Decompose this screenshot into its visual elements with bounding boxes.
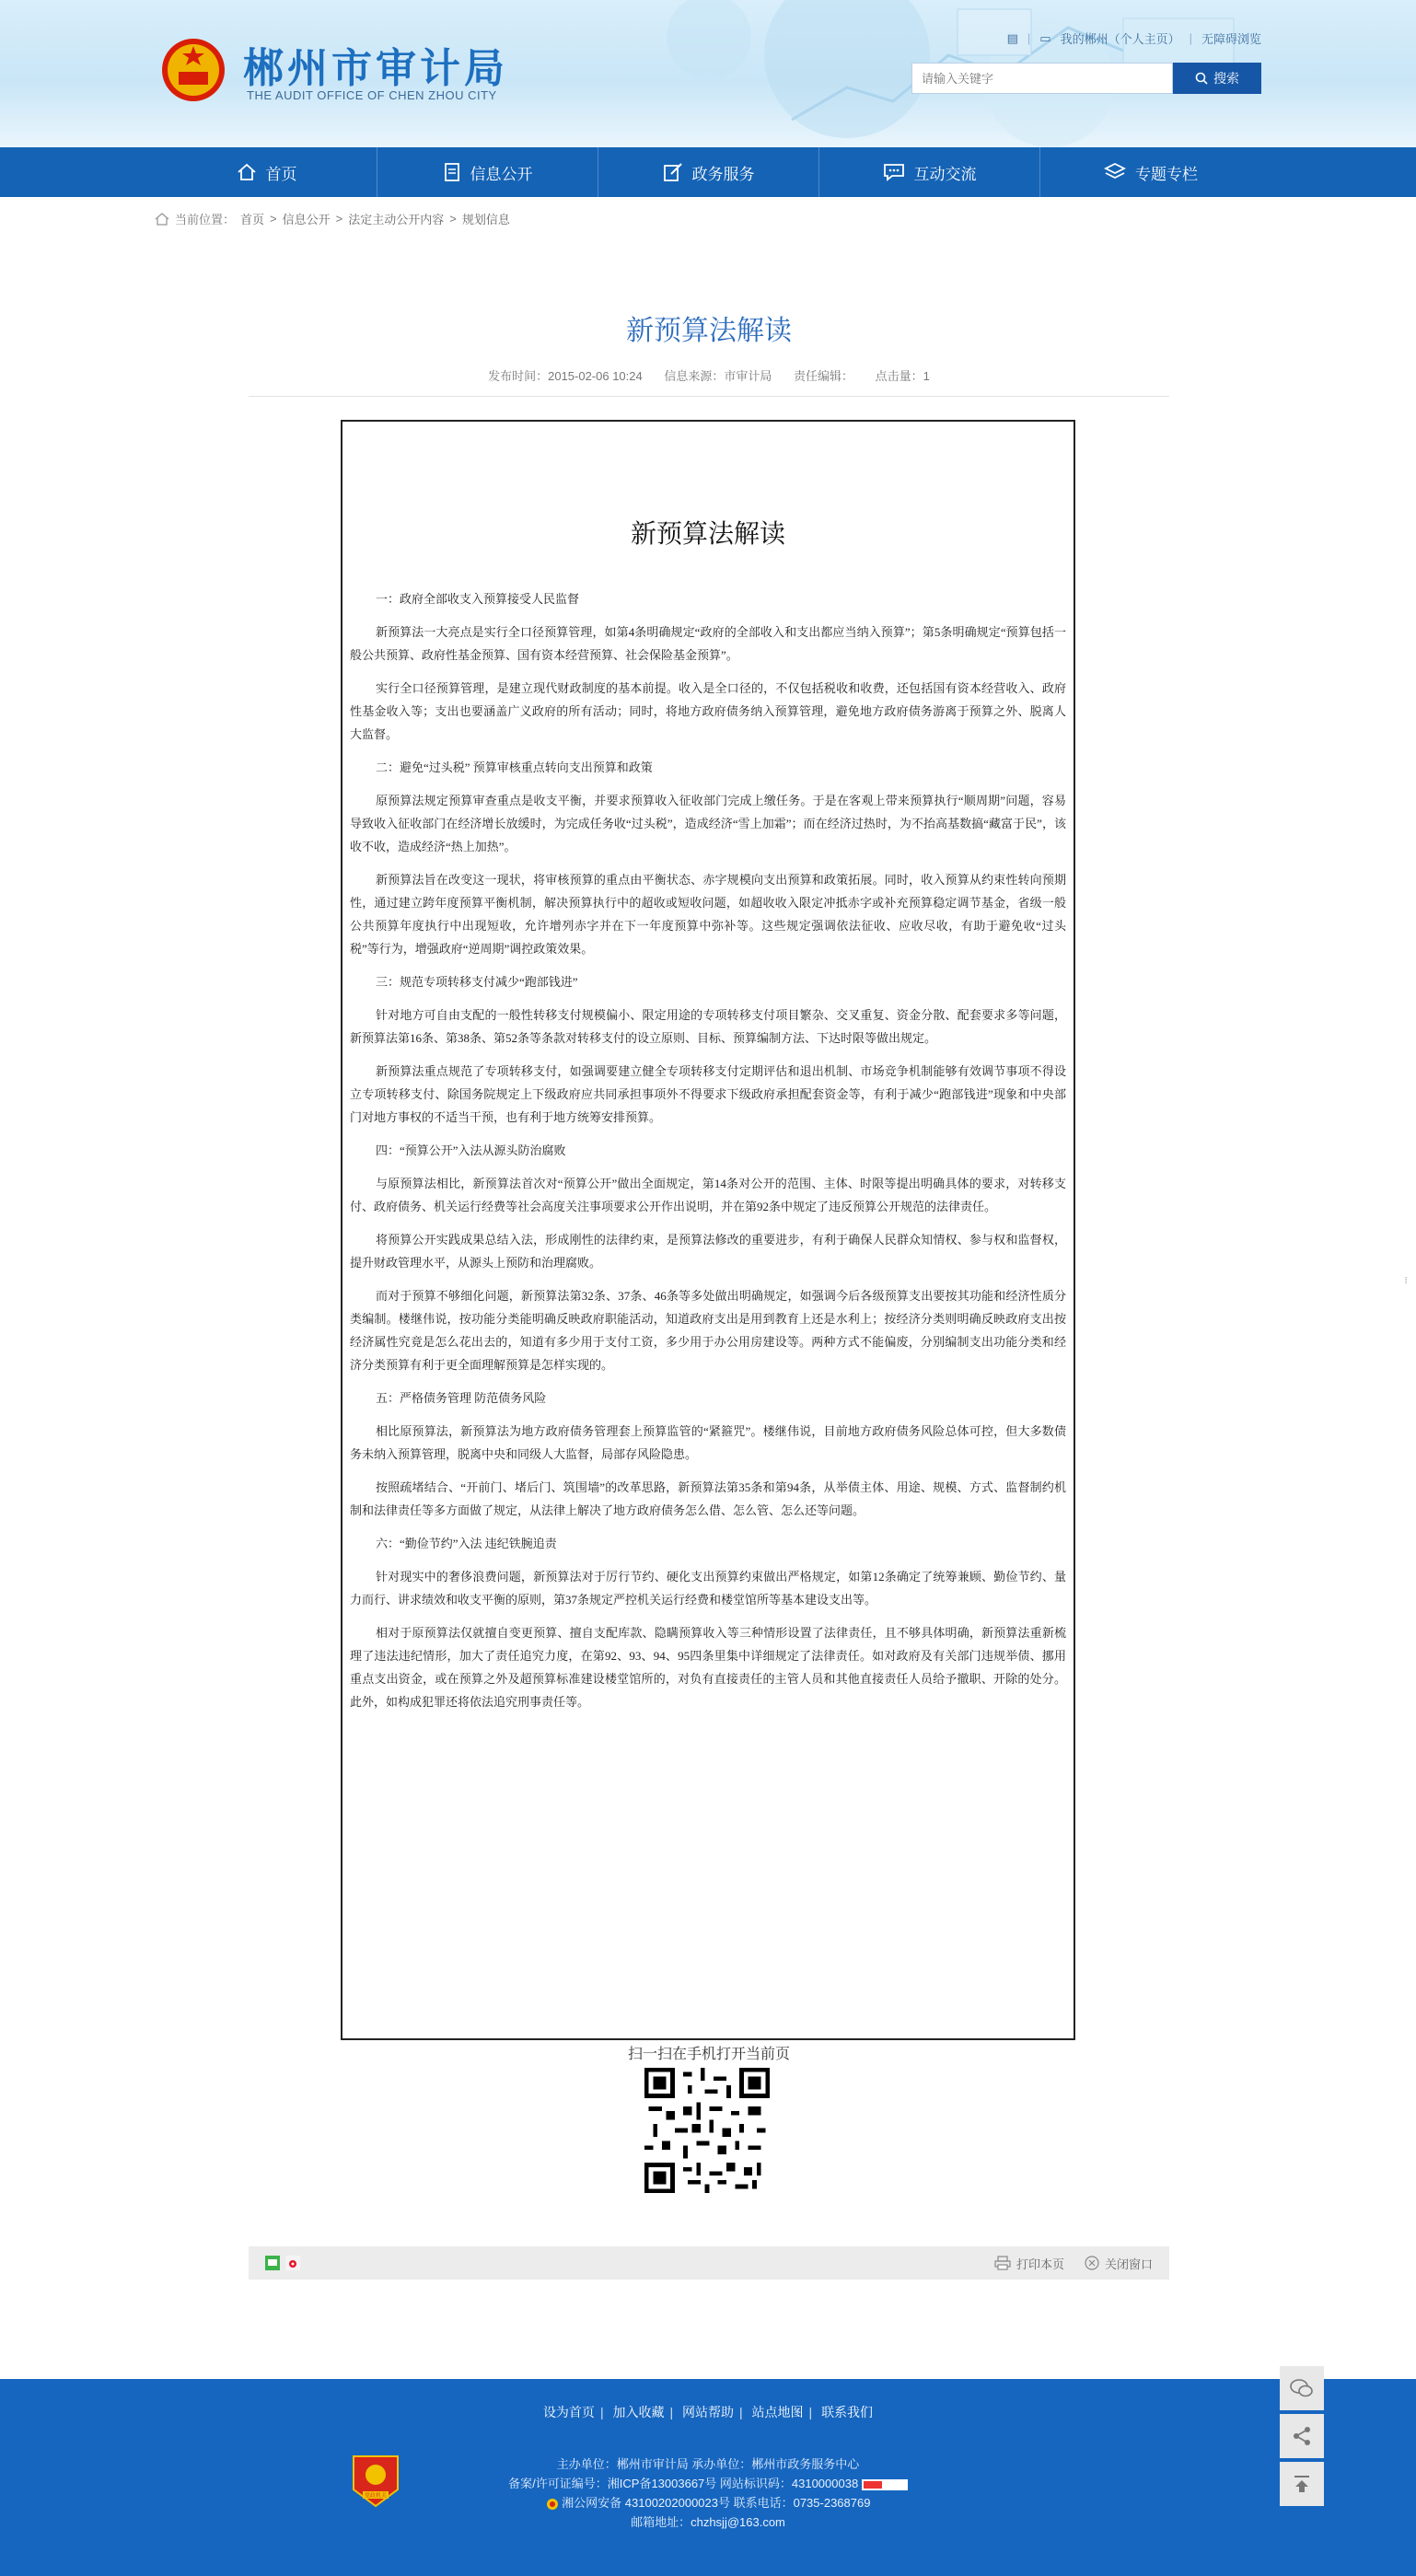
- document-paragraph: 相对于原预算法仅就擅自变更预算、擅自支配库款、隐瞒预算收入等三种情形设置了法律责任，且不够具体明确，新预算法重新梳理了违法违纪情形，加大了责任追究力度，在第92、93、94、95四条里集中详细规定了法律责任。如对政府及有关部门违规举债、挪用重点支出资金，或在预算之外及超预算标准建设楼堂馆所的，对负有直接责任的主管人员和其他直接责任人员给予撤职、开除的处分。此外，如构成犯罪还将依法追究刑事责任等。: [350, 1626, 1066, 1709]
- document-paragraph: 按照疏堵结合、“开前门、堵后门、筑围墙”的改革思路，新预算法第35条和第94条，从举债主体、用途、规模、方式、监督制约机制和法律责任等多方面做了规定，从法律上解决了地方政府债务怎么借、怎么管、怎么还等问题。: [350, 1480, 1066, 1517]
- article-title: 新预算法解读: [626, 316, 792, 346]
- article-toolbar: [249, 2246, 1169, 2280]
- nav-label: 政务服务: [691, 165, 755, 183]
- national-emblem-icon: [158, 33, 228, 107]
- search-icon: [1195, 72, 1208, 85]
- footer-police: [0, 2493, 1416, 2512]
- breadcrumb: 当前位置： 首页 > 信息公开 > 法定主动公开内容 > 规划信息: [155, 210, 510, 227]
- site-footer: [0, 2379, 1416, 2576]
- editor: 责任编辑：: [794, 369, 854, 383]
- view-count: 点击量：1: [875, 369, 930, 383]
- home-icon: [237, 163, 257, 181]
- site-subtitle: THE AUDIT OFFICE OF CHEN ZHOU CITY: [247, 88, 497, 102]
- scrollbar-handle[interactable]: ⦙: [1405, 1276, 1408, 1286]
- document-paragraph: 实行全口径预算管理，是建立现代财政制度的基本前提。收入是全口径的，不仅包括税收和收费，还包括国有资本经营收入、政府性基金收入等；支出也要涵盖广义政府的所有活动；同时，将地方政府债务纳入预算管理，避免地方政府债务游离于预算之外、脱离人大监督。: [350, 681, 1066, 741]
- print-button[interactable]: [994, 2255, 1064, 2272]
- badge-text: 党政机关: [364, 2492, 388, 2500]
- police-badge-icon: [546, 2498, 559, 2511]
- footer-host: 主办单位：郴州市审计局 承办单位：郴州市政务服务中心: [556, 2457, 860, 2471]
- footer-info: [0, 2454, 1416, 2532]
- breadcrumb-info-public[interactable]: 信息公开: [282, 213, 331, 226]
- document-paragraph: 相比原预算法，新预算法为地方政府债务管理套上预算监管的“紧箍咒”。楼继伟说，目前地方政府债务风险总体可控，但大多数债务未纳入预算管理，脱离中央和同级人大监督，局部存风险隐患。: [350, 1424, 1066, 1461]
- search-button[interactable]: [1173, 63, 1261, 94]
- sitemap-link[interactable]: 站点地图: [751, 2405, 804, 2419]
- site-title[interactable]: 郴州市审计局: [243, 46, 508, 91]
- weibo-share-icon[interactable]: [285, 2256, 300, 2270]
- nav-label: 互动交流: [913, 165, 977, 183]
- breadcrumb-legal-content[interactable]: 法定主动公开内容: [348, 213, 445, 226]
- document-paragraph: 新预算法重点规范了专项转移支付，如强调要建立健全专项转移支付定期评估和退出机制、市场竞争机制能够有效调节事项不得设立专项转移支付、除国务院规定上下级政府应共同承担事项外不得要求下级政府承担配套资金等，有利于减少“跑部钱进”现象和中央部门对地方事权的不适当干预，也有利于地方统筹安排预算。: [350, 1064, 1066, 1124]
- breadcrumb-planning-info[interactable]: 规划信息: [461, 213, 510, 226]
- wechat-icon: [1290, 2378, 1314, 2398]
- breadcrumb-prefix: 当前位置：: [175, 213, 236, 226]
- floating-side-tools: [1280, 2366, 1324, 2510]
- document-paragraph: 四：“预算公开”入法从源头防治腐败: [376, 1143, 566, 1157]
- document-icon: [443, 162, 461, 182]
- site-id-icon: [862, 2479, 908, 2490]
- footer-icp: [0, 2474, 1416, 2493]
- back-to-top-button[interactable]: [1280, 2462, 1324, 2506]
- info-source: 信息来源：市审计局: [664, 369, 772, 383]
- search-input[interactable]: [911, 63, 1173, 94]
- nav-item-special-topics[interactable]: [1040, 147, 1261, 197]
- monitor-icon: ▭: [1039, 30, 1051, 45]
- personal-home-link[interactable]: 我的郴州（个人主页）: [1060, 32, 1180, 46]
- printer-icon: [994, 2256, 1011, 2270]
- main-nav: [0, 147, 1416, 197]
- document-paragraph: 五：严格债务管理 防范债务风险: [376, 1391, 547, 1405]
- nav-label: 首页: [265, 165, 297, 183]
- document-paragraph: 针对地方可自由支配的一般性转移支付规模偏小、限定用途的专项转移支付项目繁杂、交叉重复、资金分散、配套要求多等问题，新预算法第16条、第38条、第52条等条款对转移支付的设立原则、目标、预算编制方法、下达时限等做出规定。: [350, 1008, 1066, 1045]
- document-paragraph: 将预算公开实践成果总结入法，形成刚性的法律约束，是预算法修改的重要进步，有利于确保人民群众知情权、参与权和监督权，提升财政管理水平，从源头上预防和治理腐败。: [350, 1233, 1066, 1270]
- accessibility-link[interactable]: 无障碍浏览: [1201, 32, 1261, 46]
- sitemap-icon[interactable]: ▤: [1006, 30, 1018, 45]
- close-label: 关闭窗口: [1104, 2257, 1153, 2271]
- edit-icon: [663, 162, 683, 182]
- document-paragraph: 三：规范专项转移支付减少“跑部钱进”: [376, 975, 578, 989]
- chat-icon: [883, 163, 905, 181]
- close-icon: [1085, 2256, 1099, 2270]
- nav-label: 专题专栏: [1135, 165, 1198, 183]
- wechat-share-icon[interactable]: [265, 2256, 280, 2270]
- document-body: [342, 587, 1074, 1723]
- document-title: 新预算法解读: [630, 518, 785, 549]
- nav-item-info-public[interactable]: [377, 147, 598, 197]
- wechat-button[interactable]: [1280, 2366, 1324, 2410]
- qr-label: 扫一扫在手机打开当前页: [627, 2047, 790, 2062]
- search-button-label: 搜索: [1213, 71, 1239, 86]
- article-meta: [249, 366, 1169, 384]
- document-paragraph: 原预算法规定预算审查重点是收支平衡，并要求预算收入征收部门完成上缴任务。于是在客观上带来预算执行“顺周期”问题，容易导致收入征收部门在经济增长放缓时，为完成任务收“过头税”，造成经济“雪上加霜”；而在经济过热时，为不抬高基数搞“藏富于民”，该收不收，造成经济“热上加热”。: [350, 794, 1066, 853]
- print-label: 打印本页: [1016, 2257, 1064, 2271]
- publish-time: 发布时间：2015-02-06 10:24: [488, 369, 643, 383]
- qr-code-icon: [644, 2068, 770, 2193]
- close-window-button[interactable]: [1085, 2255, 1153, 2272]
- top-links: ▤ | ▭ 我的郴州（个人主页） | 无障碍浏览: [1006, 30, 1261, 46]
- contact-link[interactable]: 联系我们: [821, 2405, 874, 2419]
- layers-icon: [1104, 162, 1126, 182]
- arrow-up-icon: [1292, 2474, 1312, 2494]
- footer-icp-text: 备案/许可证编号：湘ICP备13003667号 网站标识码：4310000038: [508, 2477, 859, 2490]
- document-paragraph: 二：避免“过头税” 预算审核重点转向支出预算和政策: [376, 760, 653, 774]
- document-paragraph: 针对现实中的奢侈浪费问题，新预算法对于厉行节约、硬化支出预算约束做出严格规定，如第12条确定了统筹兼顾、勤俭节约、量力而行、讲求绩效和收支平衡的原则，第37条规定严控机关运行经费和楼堂馆所等基本建设支出等。: [350, 1570, 1066, 1607]
- nav-item-gov-service[interactable]: [598, 147, 819, 197]
- footer-links: 设为首页 | 加入收藏 | 网站帮助 | 站点地图 | 联系我们: [542, 2405, 874, 2419]
- nav-label: 信息公开: [470, 165, 533, 183]
- document-paragraph: 新预算法旨在改变这一现状，将审核预算的重点由平衡状态、赤字规模向支出预算和政策拓展。同时，收入预算从约束性转向预期性，通过建立跨年度预算平衡机制，解决预算执行中的超收或短收问题，如超收收入限定冲抵赤字或补充预算稳定调节基金，省级一般公共预算年度执行中出现短收，允许增列赤字并在下一年度预算中弥补等。这些规定强调依法征收、应收尽收，有助于避免收“过头税”等行为，增强政府“逆周期”调控政策效果。: [350, 873, 1066, 956]
- site-help-link[interactable]: 网站帮助: [682, 2405, 734, 2419]
- document-paragraph: 新预算法一大亮点是实行全口径预算管理，如第4条明确规定“政府的全部收入和支出都应当纳入预算”；第5条明确规定“预算包括一般公共预算、政府性基金预算、国有资本经营预算、社会保险基金预算”。: [350, 625, 1066, 662]
- document-paragraph: 与原预算法相比，新预算法首次对“预算公开”做出全面规定，第14条对公开的范围、主体、时限等提出明确具体的要求，对转移支付、政府债务、机关运行经费等社会高度关注事项要求公开作出说明，并在第92条中规定了违反预算公开规范的法律责任。: [350, 1177, 1066, 1213]
- add-favorite-link[interactable]: 加入收藏: [612, 2405, 665, 2419]
- nav-item-home[interactable]: [157, 147, 377, 197]
- set-homepage-link[interactable]: 设为首页: [542, 2405, 595, 2419]
- share-button[interactable]: [1280, 2414, 1324, 2458]
- document-paragraph: 一：政府全部收支入预算接受人民监督: [376, 592, 580, 606]
- document-image: [341, 420, 1075, 2040]
- home-icon: [155, 213, 169, 226]
- footer-police-text: 湘公网安备 43100202000023号 联系电话：0735-2368769: [562, 2496, 871, 2510]
- site-header: [0, 0, 1416, 147]
- divider: [249, 396, 1169, 397]
- nav-item-interaction[interactable]: [819, 147, 1040, 197]
- footer-email: 邮箱地址：chzhsjj@163.com: [631, 2515, 785, 2529]
- share-icons: [265, 2256, 300, 2270]
- document-paragraph: 而对于预算不够细化问题，新预算法第32条、37条、46条等多处做出明确规定，如强调今后各级预算支出要按其功能和经济性质分类编制。楼继伟说，按功能分类能明确反映政府职能活动，知道政府支出是用到教育上还是水利上；按经济分类则明确反映政府支出按经济属性究竟是怎么花出去的，知道有多少用于支付工资，多少用于办公用房建设等。两种方式不能偏废，分别编制支出功能分类和经济分类预算有利于更全面理解预算是怎样实现的。: [350, 1289, 1066, 1372]
- share-icon: [1292, 2426, 1312, 2446]
- document-paragraph: 六：“勤俭节约”入法 违纪铁腕追责: [376, 1537, 557, 1550]
- breadcrumb-home[interactable]: 首页: [240, 213, 265, 226]
